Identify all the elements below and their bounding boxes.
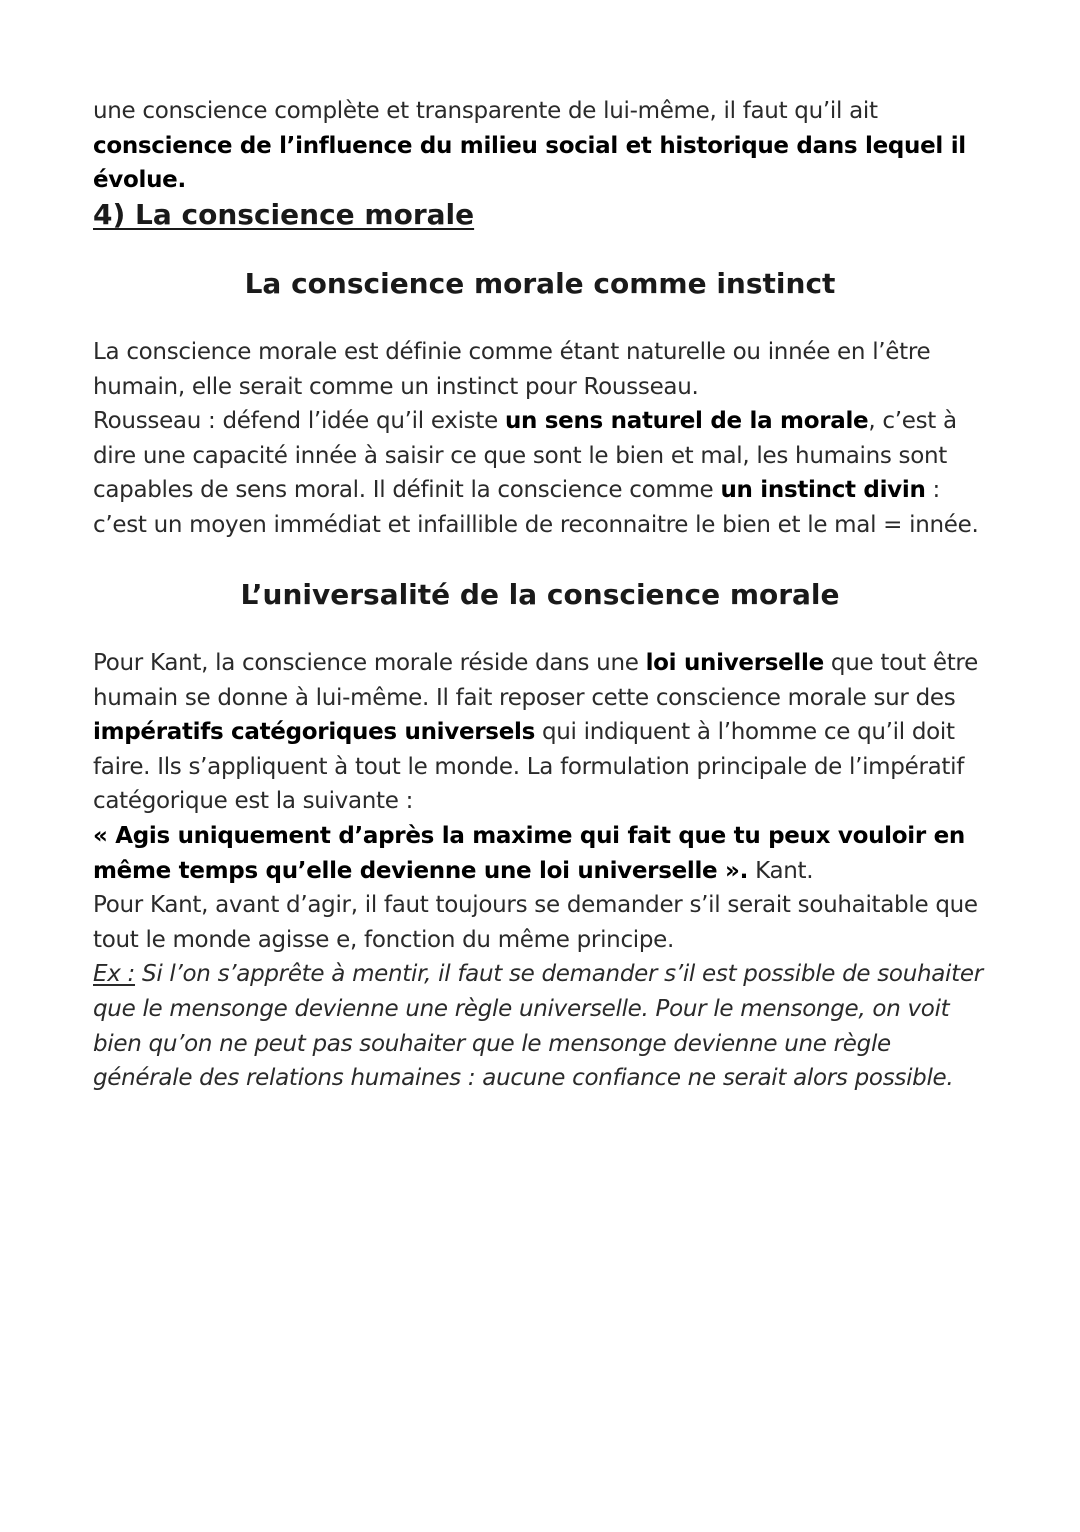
part1-heading: La conscience morale comme instinct	[244, 267, 836, 300]
part2-p1-text-a: Pour Kant, la conscience morale réside dans une	[93, 650, 646, 676]
kant-quote	[93, 819, 993, 888]
kant-quote-text: « Agis uniquement d’après la maxime qui fait que tu peux vouloir en même temps qu’elle devienne une loi universelle ».	[93, 822, 965, 884]
kant-quote-author: Kant.	[748, 857, 814, 884]
example-paragraph	[93, 957, 993, 1095]
intro-line-1: une conscience complète et transparente de lui-même, il faut qu’il ait	[93, 98, 878, 124]
intro-paragraph	[93, 94, 993, 198]
example-text: Si l’on s’apprête à mentir, il faut se demander s’il est possible de souhaiter que le mensonge devienne une règle universelle. Pour le mensonge, on voit bien qu’on ne peut pas souhaiter que le mensonge devienne une règle générale des relations humaines : aucune confiance ne serait alors possible.	[93, 961, 983, 1092]
part2-paragraph-1	[93, 646, 993, 819]
intro-line-2-bold: conscience de l’influence du milieu social et historique dans lequel il évolue.	[93, 132, 966, 194]
part1-paragraph-2	[93, 404, 993, 542]
part2-heading: L’universalité de la conscience morale	[240, 578, 840, 611]
part2-p1-text-e: qui indiquent à l’homme ce qu’il doit faire. Ils s’appliquent à tout le monde. La formulation principale de l’impératif catégorique est la suivante :	[93, 719, 964, 815]
example-label: Ex :	[93, 961, 136, 988]
part2-body	[93, 646, 993, 1096]
part1-p2-bold-instinct-divin: un instinct divin	[720, 477, 926, 504]
part1-p2-text-e: : c’est un moyen immédiat et infaillible de reconnaitre le bien et le mal = innée.	[93, 477, 979, 538]
part1-p2-text-c: , c’est à dire une capacité innée à saisir ce que sont le bien et mal, les humains sont capables de sens moral. Il définit la conscience comme	[93, 408, 957, 504]
part1-p2-bold-sens-naturel: un sens naturel de la morale	[504, 408, 869, 435]
part2-p1-bold-imperatifs: impératifs catégoriques universels	[93, 719, 535, 746]
section-title: 4) La conscience morale	[93, 198, 475, 231]
part2-paragraph-2: Pour Kant, avant d’agir, il faut toujours se demander s’il serait souhaitable que tout le monde agisse e, fonction du même principe.	[93, 892, 978, 953]
part2-p1-bold-loi-universelle: loi universelle	[645, 650, 824, 676]
part1-p2-text-a: Rousseau : défend l’idée qu’il existe	[93, 408, 505, 435]
part1-paragraph-1: La conscience morale est définie comme étant naturelle ou innée en l’être humain, elle serait comme un instinct pour Rousseau.	[93, 339, 931, 400]
part1-body	[93, 335, 993, 543]
part2-p1-text-c: que tout être humain se donne à lui-même. Il fait reposer cette conscience morale sur des	[93, 650, 978, 711]
